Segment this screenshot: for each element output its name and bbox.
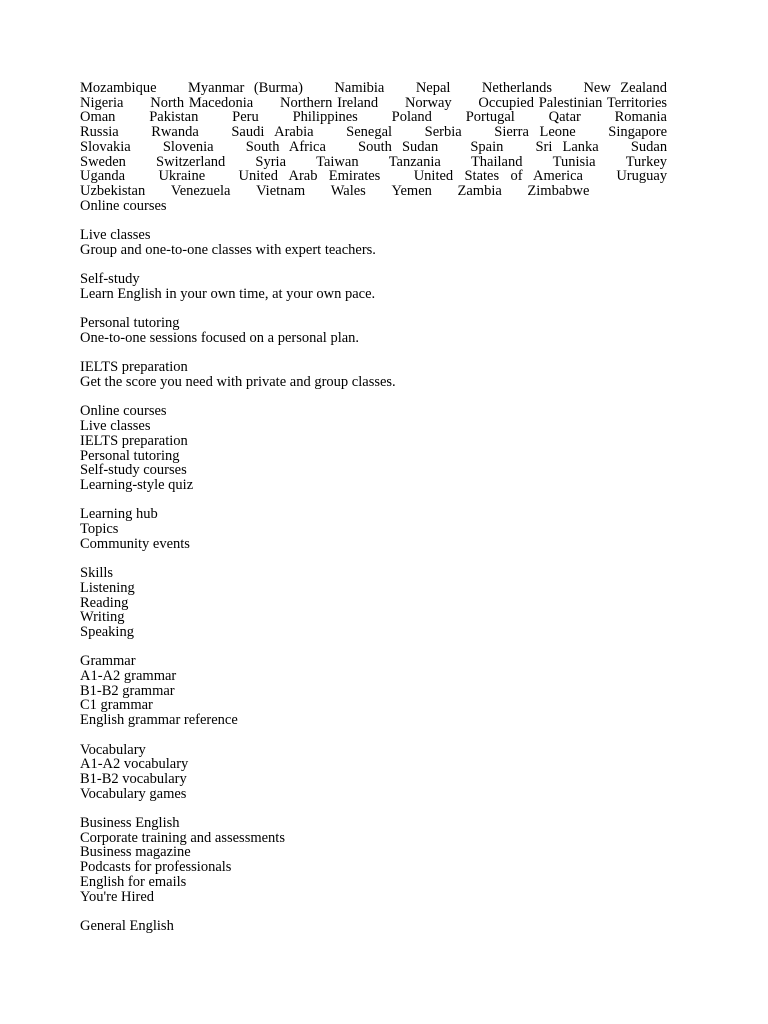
- country-list-item: [151, 124, 231, 140]
- course-promo-title[interactable]: Live classes: [80, 227, 151, 244]
- menu-group-heading[interactable]: Learning hub: [80, 506, 158, 523]
- course-promo-description: One-to-one sessions focused on a personal plan.: [80, 329, 360, 346]
- menu-link[interactable]: Learning-style quiz: [80, 476, 194, 493]
- spacer: [80, 728, 680, 743]
- country-link[interactable]: Sierra Leone: [494, 124, 576, 141]
- menu-link[interactable]: A1-A2 grammar: [80, 668, 177, 684]
- menu-group: [80, 919, 680, 934]
- country-link[interactable]: Myanmar (Burma): [187, 80, 303, 96]
- online-courses-section: [80, 199, 680, 390]
- country-link[interactable]: Uzbekistan: [80, 182, 146, 199]
- menu-group: [80, 507, 680, 551]
- spacer: [80, 640, 680, 655]
- country-link[interactable]: Netherlands: [481, 80, 552, 96]
- country-list-item: [608, 124, 667, 140]
- menu-group-heading[interactable]: General English: [80, 917, 174, 934]
- country-link[interactable]: United States of America: [413, 168, 583, 185]
- country-list-item: [358, 139, 470, 155]
- country-list-item: [80, 95, 150, 111]
- country-list-item: [246, 139, 358, 155]
- country-list-item: [156, 154, 255, 170]
- country-link[interactable]: United Arab Emirates: [238, 168, 381, 185]
- country-list-item: [527, 183, 589, 199]
- country-list-item: [346, 124, 424, 140]
- country-list-item: [231, 124, 346, 140]
- country-link[interactable]: Sudan: [630, 138, 668, 155]
- menu-link[interactable]: B1-B2 vocabulary: [80, 770, 187, 787]
- country-link[interactable]: Slovakia: [80, 138, 131, 155]
- menu-group-list: [80, 390, 680, 934]
- country-list-item: [256, 183, 331, 199]
- menu-link[interactable]: Vocabulary games: [80, 785, 187, 802]
- menu-group: [80, 654, 680, 728]
- country-link[interactable]: Uganda: [80, 168, 126, 185]
- country-list-item: [389, 154, 471, 170]
- menu-group: [80, 566, 680, 640]
- country-link[interactable]: South Sudan: [358, 138, 439, 155]
- country-list-item: [535, 139, 630, 155]
- menu-link[interactable]: Podcasts for professionals: [80, 859, 232, 876]
- menu-group-heading[interactable]: Online courses: [80, 403, 167, 420]
- country-link[interactable]: Norway: [404, 94, 452, 111]
- country-list-item: [80, 183, 171, 199]
- country-link[interactable]: Uruguay: [616, 168, 668, 185]
- spacer: [80, 213, 680, 228]
- country-link[interactable]: Spain: [470, 138, 504, 155]
- spacer: [80, 346, 680, 361]
- course-promo-title[interactable]: IELTS preparation: [80, 359, 188, 376]
- menu-group-heading[interactable]: Business English: [80, 815, 180, 831]
- country-link[interactable]: Tanzania: [388, 153, 441, 170]
- country-link[interactable]: Senegal: [346, 124, 393, 141]
- country-list-item: [392, 109, 466, 125]
- spacer: [80, 257, 680, 272]
- country-list-item: [255, 154, 316, 170]
- country-link[interactable]: Peru: [232, 109, 259, 126]
- course-promo-description: Get the score you need with private and group classes.: [80, 374, 396, 390]
- country-list-item: [478, 95, 667, 111]
- country-list-item: [150, 95, 280, 111]
- country-link[interactable]: Philippines: [292, 109, 358, 126]
- country-list-item: [80, 109, 149, 125]
- menu-link[interactable]: B1-B2 grammar: [80, 682, 175, 699]
- menu-link[interactable]: Speaking: [80, 623, 134, 640]
- menu-link[interactable]: Business magazine: [80, 844, 191, 861]
- country-link[interactable]: Venezuela: [170, 182, 231, 199]
- country-list-item: [280, 95, 405, 111]
- country-link[interactable]: Namibia: [334, 80, 385, 96]
- country-link[interactable]: Qatar: [548, 109, 581, 126]
- country-list-item: [494, 124, 608, 140]
- country-list-item: [425, 124, 495, 140]
- country-link[interactable]: Nigeria: [80, 94, 124, 111]
- country-list-item: [171, 183, 256, 199]
- menu-link[interactable]: Personal tutoring: [80, 447, 180, 464]
- country-list-item: [470, 139, 535, 155]
- country-list-item: [391, 183, 457, 199]
- country-list-item: [334, 80, 415, 96]
- menu-link[interactable]: Community events: [80, 535, 190, 552]
- menu-link[interactable]: Topics: [80, 521, 119, 537]
- country-list-item: [158, 168, 238, 184]
- country-list-item: [458, 183, 528, 199]
- online-courses-heading: Online courses: [80, 197, 167, 214]
- country-list-item: [149, 109, 232, 125]
- country-list-item: [616, 168, 667, 184]
- course-promo-description: Group and one-to-one classes with expert teachers.: [80, 241, 376, 258]
- country-link[interactable]: Slovenia: [162, 138, 214, 155]
- country-list-item: [80, 139, 163, 155]
- menu-group: [80, 816, 680, 904]
- country-list-item: [331, 183, 392, 199]
- country-link[interactable]: Singapore: [608, 124, 668, 141]
- country-link[interactable]: Turkey: [625, 153, 668, 170]
- country-list-item: [482, 80, 584, 96]
- country-list-item: [188, 80, 334, 96]
- menu-group-heading[interactable]: Skills: [80, 565, 114, 582]
- course-promo-description: Learn English in your own time, at your own pace.: [80, 285, 376, 302]
- country-link[interactable]: Saudi Arabia: [231, 124, 314, 141]
- country-link[interactable]: Serbia: [424, 124, 462, 141]
- country-link[interactable]: Poland: [391, 109, 432, 126]
- menu-group: [80, 743, 680, 802]
- menu-link[interactable]: English for emails: [80, 873, 187, 890]
- menu-link[interactable]: Listening: [80, 579, 135, 596]
- country-list-item: [583, 80, 667, 96]
- spacer: [80, 302, 680, 317]
- country-link[interactable]: Tunisia: [552, 153, 596, 170]
- spacer: [80, 390, 680, 405]
- country-link[interactable]: New Zealand: [583, 80, 667, 96]
- menu-link[interactable]: C1 grammar: [80, 697, 153, 714]
- country-list-item: [471, 154, 553, 170]
- course-promo-list: [80, 213, 680, 389]
- country-list-item: [316, 154, 389, 170]
- spacer: [80, 551, 680, 566]
- menu-group-heading[interactable]: Grammar: [80, 653, 136, 670]
- country-link[interactable]: Sweden: [80, 153, 126, 170]
- country-link[interactable]: Ukraine: [158, 168, 206, 185]
- country-link[interactable]: Rwanda: [151, 124, 199, 141]
- country-link[interactable]: Occupied Palestinian Territories: [478, 94, 668, 111]
- menu-link[interactable]: A1-A2 vocabulary: [80, 756, 189, 773]
- country-list-item: [626, 154, 667, 170]
- country-list-item: [80, 154, 156, 170]
- country-link[interactable]: Russia: [80, 124, 119, 141]
- country-list-item: [238, 168, 413, 184]
- country-link[interactable]: Pakistan: [149, 109, 199, 126]
- country-link[interactable]: Wales: [330, 182, 366, 199]
- menu-link[interactable]: Writing: [80, 609, 125, 626]
- menu-link[interactable]: Corporate training and assessments: [80, 829, 285, 846]
- country-link[interactable]: Vietnam: [256, 182, 306, 199]
- country-list-item: [232, 109, 292, 125]
- spacer: [80, 493, 680, 508]
- country-link[interactable]: Mozambique: [80, 80, 157, 96]
- country-link[interactable]: Nepal: [415, 80, 451, 96]
- country-link[interactable]: Taiwan: [316, 153, 359, 170]
- country-link[interactable]: Oman: [80, 109, 116, 126]
- country-list-item: [80, 80, 188, 96]
- page-content: [80, 81, 680, 934]
- country-link[interactable]: Zimbabwe: [527, 182, 590, 199]
- country-link[interactable]: North Macedonia: [150, 94, 254, 111]
- menu-link[interactable]: Reading: [80, 594, 129, 611]
- menu-link[interactable]: Live classes: [80, 418, 151, 435]
- country-link[interactable]: Zambia: [457, 182, 502, 199]
- spacer: [80, 904, 680, 919]
- country-link[interactable]: Thailand: [470, 153, 523, 170]
- country-list-item: [414, 168, 617, 184]
- course-promo-title[interactable]: Self-study: [80, 271, 140, 288]
- spacer: [80, 801, 680, 816]
- menu-link[interactable]: Self-study courses: [80, 462, 187, 479]
- country-list-item: [416, 80, 482, 96]
- country-link[interactable]: Northern Ireland: [280, 94, 379, 111]
- country-link[interactable]: Portugal: [465, 109, 515, 126]
- country-link[interactable]: Yemen: [391, 182, 432, 199]
- country-link[interactable]: Syria: [255, 153, 287, 170]
- country-list-item: [163, 139, 246, 155]
- country-list-item: [405, 95, 478, 111]
- country-list-item: [631, 139, 667, 155]
- menu-link[interactable]: English grammar reference: [80, 712, 238, 729]
- country-link[interactable]: Romania: [614, 109, 667, 126]
- country-list-item: [549, 109, 615, 125]
- course-promo-title[interactable]: Personal tutoring: [80, 315, 180, 332]
- country-list: [80, 81, 667, 199]
- country-link[interactable]: South Africa: [245, 138, 326, 155]
- menu-link[interactable]: You're Hired: [80, 888, 155, 905]
- country-list-item: [553, 154, 626, 170]
- menu-group-heading[interactable]: Vocabulary: [80, 741, 146, 758]
- country-list-item: [80, 168, 158, 184]
- country-list-item: [615, 109, 667, 125]
- country-list-item: [80, 124, 151, 140]
- country-list-item: [466, 109, 549, 125]
- menu-link[interactable]: IELTS preparation: [80, 432, 188, 449]
- country-link[interactable]: Sri Lanka: [535, 138, 599, 155]
- country-list-item: [293, 109, 392, 125]
- menu-group: [80, 404, 680, 492]
- country-link[interactable]: Switzerland: [156, 153, 226, 170]
